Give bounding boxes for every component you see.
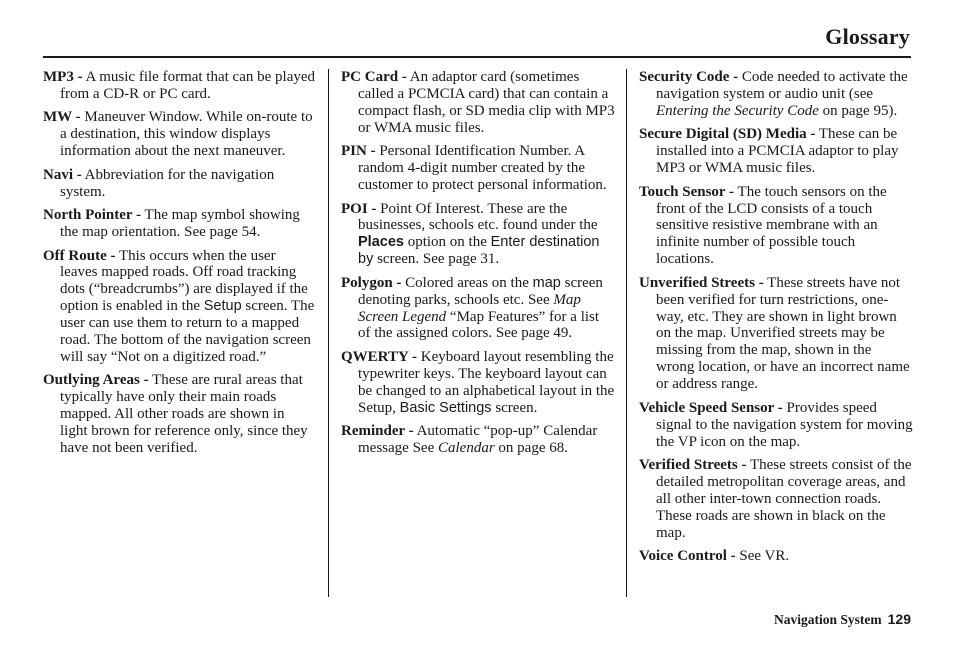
definition-text: Maneuver Window. While on-route to a destination, this window displays information about the next maneuver. <box>60 109 313 160</box>
glossary-entry <box>341 201 615 269</box>
glossary-term: Verified Streets - <box>639 457 747 473</box>
definition-text: Abbreviation for the navigation system. <box>60 166 275 200</box>
definition-text: These streets consist of the detailed metropolitan coverage areas, and all other inter-town connection roads. These roads are shown in black on the map. <box>656 457 912 541</box>
glossary-entry <box>639 275 913 393</box>
glossary-term: Off Route - <box>43 247 116 264</box>
glossary-entry <box>43 248 315 366</box>
glossary-term: MP3 - <box>43 69 83 85</box>
reference-title: Entering the Security Code <box>656 102 819 119</box>
definition-text: These are rural areas that typically have only their main roads mapped. All other roads are shown in light brown for reference only, since they have not been verified. <box>60 372 308 457</box>
definition-text: This occurs when the user leaves mapped roads. Off road tracking dots (“breadcrumbs”) are displayed if the option is enabled in the <box>60 247 308 315</box>
title-rule <box>43 56 911 58</box>
glossary-term: Security Code - <box>639 69 739 85</box>
definition-text: Code needed to activate the navigation system or audio unit (see <box>656 69 908 102</box>
glossary-term: Voice Control - <box>639 548 736 565</box>
glossary-column-2 <box>341 69 615 464</box>
reference-title: Map Screen Legend <box>358 291 581 325</box>
glossary-term: QWERTY - <box>341 348 418 365</box>
glossary-term: Unverified Streets - <box>639 274 764 291</box>
column-divider <box>626 69 627 597</box>
glossary-entry <box>341 143 615 194</box>
glossary-term: Reminder - <box>341 423 414 440</box>
page-number: 129 <box>887 611 911 627</box>
ui-label: map <box>532 274 561 291</box>
definition-text: The touch sensors on the front of the LCD consists of a touch sensitive resistive membrane with an infinite number of possible touch locations. <box>656 183 887 268</box>
glossary-entry <box>639 400 913 451</box>
page-footer <box>774 611 911 628</box>
ui-label: Setup <box>203 298 242 315</box>
definition-text: screen. The user can use them to return to a mapped road. The bottom of the navigation screen will say “Not on a digitized road.” <box>60 298 315 365</box>
definition-text: “Map Features” for a list of the assigned colors. See page 49. <box>358 308 600 342</box>
glossary-entry <box>341 275 615 343</box>
reference-title: Calendar <box>437 440 495 457</box>
glossary-term: Navi - <box>43 166 82 183</box>
glossary-term: PC Card - <box>341 69 407 85</box>
definition-text: The map symbol showing the map orientation. See page 54. <box>60 207 300 241</box>
definition-text: Colored areas on the <box>401 274 533 291</box>
glossary-entry <box>341 349 615 417</box>
definition-text: option on the <box>403 234 491 251</box>
glossary-term: Polygon - <box>341 274 402 291</box>
glossary-entry <box>639 184 913 269</box>
page-title: Glossary <box>825 24 910 49</box>
glossary-term: Outlying Areas - <box>43 372 149 389</box>
glossary-entry <box>639 548 913 565</box>
definition-text: screen denoting parks, schools etc. See <box>358 274 603 308</box>
ui-label: Basic Settings <box>399 399 492 416</box>
glossary-term: MW - <box>43 109 81 126</box>
definition-text: A music file format that can be played from a CD-R or PC card. <box>60 69 316 102</box>
ui-label: Places <box>358 234 404 251</box>
definition-text: Provides speed signal to the navigation system for moving the VP icon on the map. <box>656 399 913 450</box>
glossary-term: PIN - <box>341 143 376 160</box>
definition-text: Automatic “pop-up” Calendar message See <box>358 423 598 457</box>
glossary-term: Vehicle Speed Sensor - <box>639 399 783 416</box>
glossary-entry <box>43 207 315 241</box>
glossary-column-1 <box>43 69 315 464</box>
glossary-entry <box>341 69 615 137</box>
definition-text: Personal Identification Number. A random 4-digit number created by the customer to protect personal information. <box>358 143 607 194</box>
glossary-term: POI - <box>341 200 377 217</box>
glossary-term: Secure Digital (SD) Media - <box>639 126 816 143</box>
definition-text: on page 68. <box>494 440 568 457</box>
footer-label: Navigation System <box>774 612 882 627</box>
definition-text: These streets have not been verified for turn restrictions, one-way, etc. They are shown in light brown on the map. Unverified streets may be missing from the map, shown in the wrong location, or have an incorrect name or address range. <box>656 274 910 393</box>
glossary-entry <box>43 109 315 160</box>
glossary-term: Touch Sensor - <box>639 183 735 200</box>
definition-text: An adaptor card (sometimes called a PCMCIA card) that can contain a compact flash, or SD media clip with MP3 or WMA music files. <box>358 69 615 136</box>
definition-text: on page 95). <box>818 102 898 119</box>
definition-text: See VR. <box>735 548 790 565</box>
column-divider <box>328 69 329 597</box>
glossary-term: North Pointer - <box>43 207 142 224</box>
definition-text: screen. See page 31. <box>373 251 500 268</box>
glossary-entry <box>639 126 913 177</box>
ui-label: Enter destination by <box>358 234 600 268</box>
glossary-entry <box>341 423 615 457</box>
glossary-entry <box>639 69 913 120</box>
glossary-entry <box>43 69 315 103</box>
glossary-entry <box>43 372 315 457</box>
definition-text: screen. <box>491 399 538 416</box>
definition-text: Keyboard layout resembling the typewriter keys. The keyboard layout can be changed to an alphabetical layout in the Setup, <box>358 348 615 416</box>
glossary-column-3 <box>639 69 913 572</box>
definition-text: Point Of Interest. These are the businesses, schools etc. found under the <box>358 200 598 234</box>
glossary-entry <box>43 167 315 201</box>
glossary-entry <box>639 457 913 542</box>
definition-text: These can be installed into a PCMCIA adaptor to play MP3 or WMA music files. <box>656 126 899 177</box>
